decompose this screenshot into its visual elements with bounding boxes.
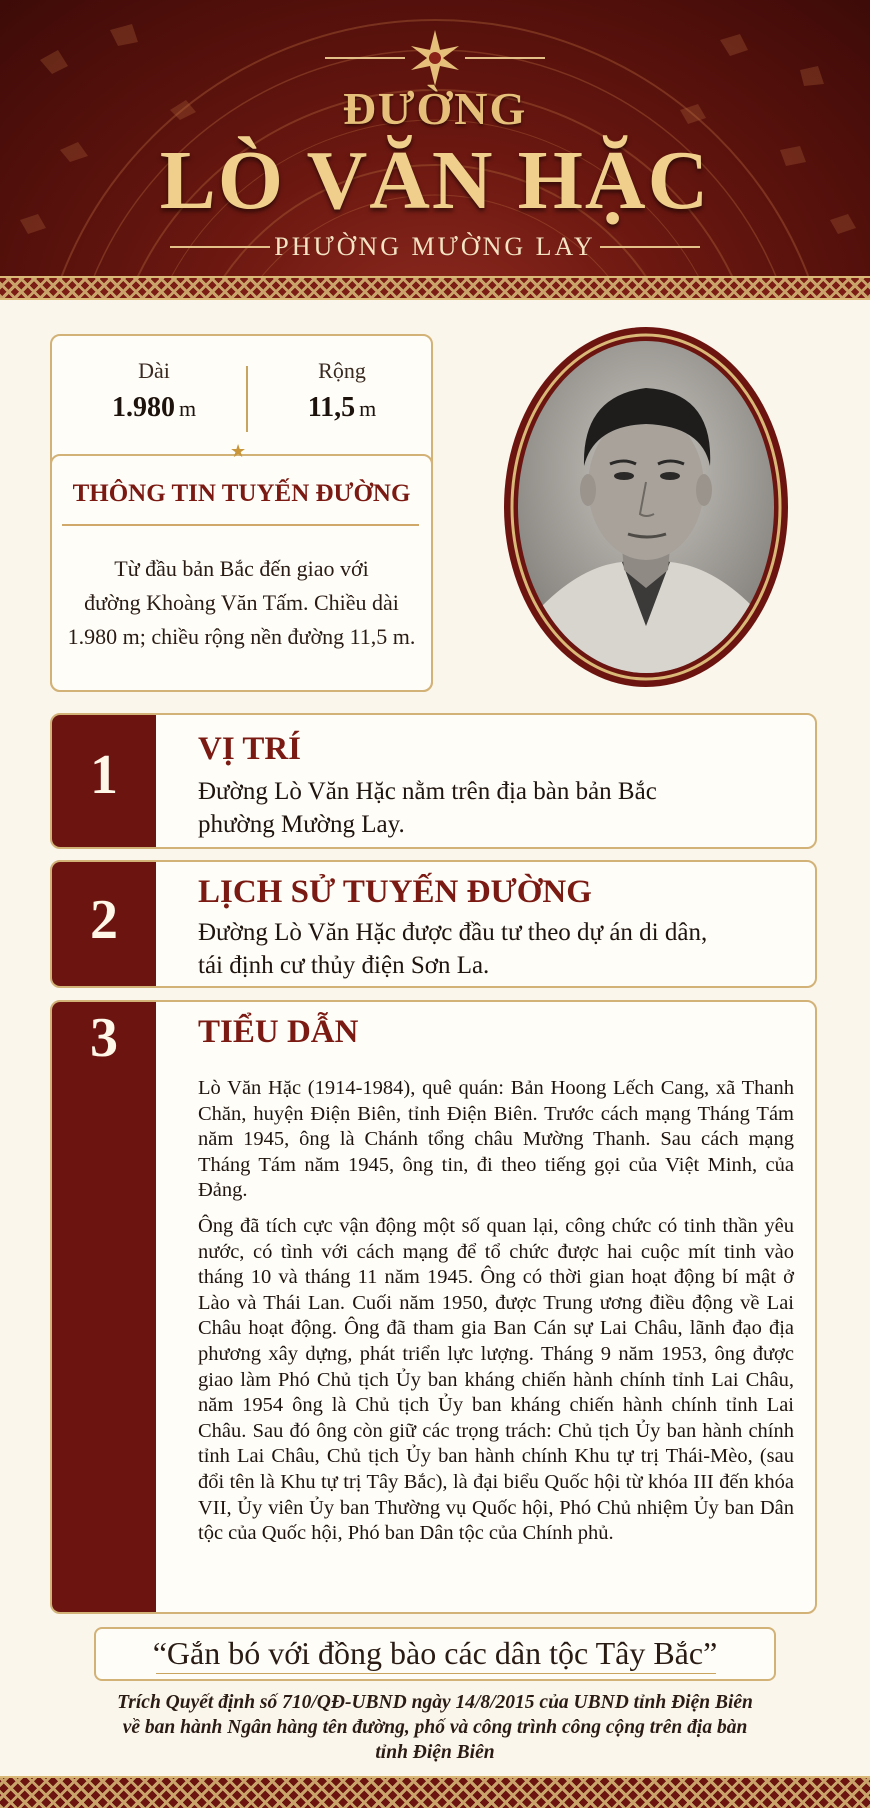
- length-block: [64, 358, 244, 424]
- page-title: LÒ VĂN HẶC: [159, 134, 711, 227]
- subtitle-ward: PHƯỜNG MƯỜNG LAY: [274, 232, 596, 261]
- ornament-line-left: [325, 57, 405, 59]
- section-number: 2: [90, 889, 118, 951]
- section-text-line-2: phường Mường Lay.: [198, 811, 405, 838]
- route-info-title: THÔNG TIN TUYẾN ĐƯỜNG: [72, 480, 411, 507]
- quote-text: “Gắn bó với đồng bào các dân tộc Tây Bắc”: [152, 1635, 718, 1671]
- route-info-text: [64, 552, 419, 654]
- length-label: Dài: [138, 358, 170, 383]
- title-street-word: ĐƯỜNG: [342, 83, 528, 134]
- biography-paragraph-1: Lò Văn Hặc (1914-1984), quê quán: Bản Hoong Lếch Cang, xã Thanh Chăn, huyện Điện Biên, tỉnh Điện Biên. Trước cách mạng Tháng Tám năm 1945, ông là Chánh tổng châu Mường Thanh. Sau cách mạng Tháng Tám năm 1945, ông tin, đi theo tiếng gọi của Việt Minh, của Đảng.: [198, 1077, 794, 1202]
- header-banner: [0, 0, 870, 300]
- quote-underline: [156, 1673, 716, 1674]
- section-text-line-1: Đường Lò Văn Hặc nằm trên địa bàn bản Bắc: [198, 778, 657, 805]
- route-info-panel: [50, 441, 433, 692]
- section-title: VỊ TRÍ: [198, 731, 302, 767]
- footnote-line-3: tỉnh Điện Biên: [375, 1742, 495, 1763]
- subtitle-line-right: [600, 246, 700, 248]
- ornament-line-right: [465, 57, 545, 59]
- section-biography: [50, 1000, 817, 1614]
- section-text: [198, 916, 788, 982]
- width-unit: m: [359, 396, 377, 421]
- route-info-line-2: đường Khoàng Văn Tấm. Chiều dài: [84, 590, 399, 615]
- section-title: TIỂU DẪN: [198, 1014, 359, 1050]
- quote-box: [94, 1627, 776, 1681]
- portrait-photo-icon: [502, 326, 790, 688]
- route-info-divider: [62, 524, 419, 526]
- sun-star-ornament-icon: [395, 28, 475, 88]
- header-border-band: [0, 276, 870, 300]
- source-footnote: [40, 1690, 830, 1765]
- section-number-column: [52, 1002, 156, 1612]
- section-history: [50, 860, 817, 988]
- section-text-line-2: tái định cư thủy điện Sơn La.: [198, 952, 490, 979]
- star-icon: ★: [230, 441, 247, 461]
- length-value-row: [64, 392, 244, 424]
- route-info-line-1: Từ đầu bản Bắc đến giao với: [114, 556, 369, 581]
- width-value: 11,5: [307, 392, 356, 423]
- dimension-divider: [246, 366, 248, 432]
- biography-paragraph-2: Ông đã tích cực vận động một số quan lại, công chức có tinh thần yêu nước, có tình với cách mạng để tổ chức được hai cuộc mít tinh vào tháng 10 và tháng 11 năm 1945. Ông có thời gian hoạt động bí mật ở Lào và Thái Lan. Cuối năm 1950, được Trung ương điều động về Lai Châu hoạt động. Ông đã tham gia Ban Cán sự Lai Châu, lãnh đạo địa phương xây dựng, phát triển lực lượng. Tháng 9 năm 1953, ông được giao làm Phó Chủ tịch Ủy ban kháng chiến hành chính tỉnh Lai Châu, năm 1954 ông là Chủ tịch Ủy ban kháng chiến hành chính tỉnh Lai Châu. Sau đó ông còn giữ các trọng trách: Chủ tịch Ủy ban hành chính tỉnh Lai Châu, Chủ tịch Ủy ban hành chính Khu tự trị Thái-Mèo, (sau đổi tên là Khu tự trị Tây Bắc), là đại biểu Quốc hội từ khóa III đến khóa VII, Ủy viên Ủy ban Thường vụ Quốc hội, Phó Chủ nhiệm Ủy ban Dân tộc của Quốc hội, Phó ban Dân tộc của Chính phủ.: [198, 1214, 794, 1545]
- section-text-line-1: Đường Lò Văn Hặc được đầu tư theo dự án di dân,: [198, 919, 708, 946]
- width-block: [252, 358, 432, 424]
- biography-text: [198, 1076, 794, 1557]
- section-text: [198, 775, 788, 841]
- street-info-box: [50, 334, 433, 692]
- width-value-row: [252, 392, 432, 424]
- length-value: 1.980: [111, 392, 175, 423]
- section-title: LỊCH SỬ TUYẾN ĐƯỜNG: [198, 874, 592, 910]
- section-number: 3: [90, 1007, 118, 1069]
- length-unit: m: [178, 396, 197, 421]
- section-number: 1: [90, 744, 118, 806]
- footnote-line-1: Trích Quyết định số 710/QĐ-UBND ngày 14/8/2015 của UBND tỉnh Điện Biên: [117, 1692, 753, 1713]
- width-label: Rộng: [318, 358, 366, 383]
- footnote-line-2: về ban hành Ngân hàng tên đường, phố và công trình công cộng trên địa bàn: [122, 1717, 748, 1738]
- footer-border-band: [0, 1776, 870, 1808]
- route-info-line-3: 1.980 m; chiều rộng nền đường 11,5 m.: [67, 624, 416, 649]
- section-location: [50, 713, 817, 849]
